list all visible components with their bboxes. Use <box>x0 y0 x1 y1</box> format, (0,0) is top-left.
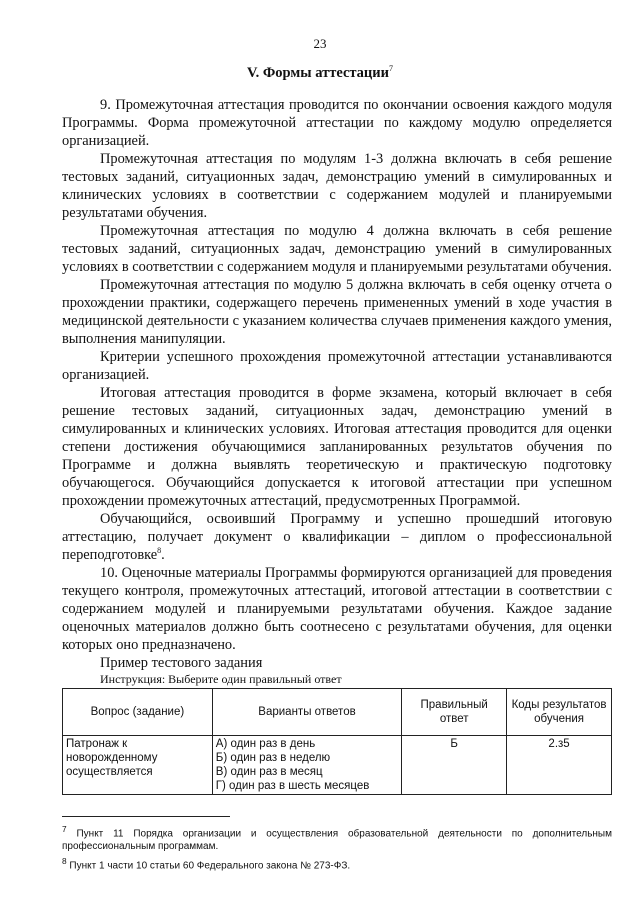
footnote-7-mark: 7 <box>62 824 67 834</box>
paragraph-3: Промежуточная аттестация по модулю 4 должна включать в себя решение тестовых заданий, ситуационных задач, демонстрацию умений в симулированных условиях в соответствии с содержанием модуля и планируемыми результатами обучения. <box>62 223 612 275</box>
header-codes: Коды результатов обучения <box>507 689 612 736</box>
example-instruction: Инструкция: Выберите один правильный ответ <box>100 672 342 686</box>
footnote-ref-7: 7 <box>389 64 393 73</box>
footnote-divider <box>62 816 230 817</box>
example-heading: Пример тестового задания <box>100 655 263 671</box>
footnote-7-text: Пункт 11 Порядка организации и осуществления образовательной деятельности по дополнительным профессиональным программам. <box>62 828 612 853</box>
page-number: 23 <box>313 36 327 51</box>
paragraph-8: 10. Оценочные материалы Программы формируются организацией для проведения текущего контроля, промежуточных аттестаций, итоговой аттестации в соответствии с содержанием модулей и планируемыми результатами обучения. Каждое задание оценочных материалов должно быть соотнесено с результатами обучения, для оценки которых оно предназначено. <box>62 565 612 653</box>
header-question: Вопрос (задание) <box>63 689 213 736</box>
paragraph-7: Обучающийся, освоивший Программу и успешно прошедший итоговую аттестацию, получает документ о квалификации – диплом о профессиональной переподготовке$^8$. <box>62 511 612 563</box>
footnotes <box>62 823 612 875</box>
option-c: В) один раз в месяц <box>215 766 323 778</box>
cell-options <box>212 736 401 795</box>
option-a: А) один раз в день <box>215 738 316 750</box>
footnote-8 <box>62 855 612 872</box>
table-row <box>63 736 612 795</box>
footnote-8-mark: 8 <box>62 856 67 867</box>
header-correct: Правильный ответ <box>402 689 507 736</box>
footnote-8-text: Пункт 1 части 10 статьи 60 Федерального закона № 273-ФЗ. <box>69 860 351 872</box>
paragraph-4: Промежуточная аттестация по модулю 5 должна включать в себя оценку отчета о прохождении практики, содержащего перечень примененных умений в ходе участия в медицинской деятельности с указанием количества случаев применения каждого умения, выполнения манипуляции. <box>62 277 612 347</box>
cell-code: 2.з5 <box>507 736 612 795</box>
footnote-ref-8: 8 <box>157 546 162 556</box>
section-title <box>0 64 640 82</box>
paragraph-5: Критерии успешного прохождения промежуточной аттестации устанавливаются организацией. <box>62 349 612 383</box>
paragraph-2: Промежуточная аттестация по модулям 1-3 должна включать в себя решение тестовых заданий, ситуационных задач, демонстрацию умений в симулированных и клинических условиях в соответствии с содержанием модулей и планируемыми результатами обучения. <box>62 151 612 221</box>
cell-correct: Б <box>402 736 507 795</box>
header-options: Варианты ответов <box>212 689 401 736</box>
body-text <box>62 96 612 795</box>
footnote-7 <box>62 823 612 853</box>
section-title-text: V. Формы аттестации <box>246 64 389 81</box>
paragraph-6: Итоговая аттестация проводится в форме экзамена, который включает в себя решение тестовых заданий, ситуационных задач, демонстрацию умений в симулированных и клинических условиях. Итоговая аттестация проводится для оценки степени достижения обучающимися запланированных результатов обучения по Программе и должна выявлять теоретическую и практическую подготовку обучающегося. Обучающийся допускается к итоговой аттестации при успешном прохождении промежуточных аттестаций, предусмотренных Программой. <box>62 385 612 509</box>
cell-question: Патронаж к новорожденному осуществляется <box>63 736 213 795</box>
test-task-table <box>62 688 612 795</box>
paragraph-1: 9. Промежуточная аттестация проводится по окончании освоения каждого модуля Программы. Форма промежуточной аттестации по каждому модулю определяется организацией. <box>62 97 612 149</box>
option-d: Г) один раз в шесть месяцев <box>215 780 370 792</box>
table-header-row <box>63 689 612 736</box>
option-b: Б) один раз в неделю <box>215 752 331 764</box>
paragraph-7-text: Обучающийся, освоивший Программу и успешно прошедший итоговую аттестацию, получает документ о квалификации – диплом о профессиональной переподготовке <box>62 511 612 563</box>
